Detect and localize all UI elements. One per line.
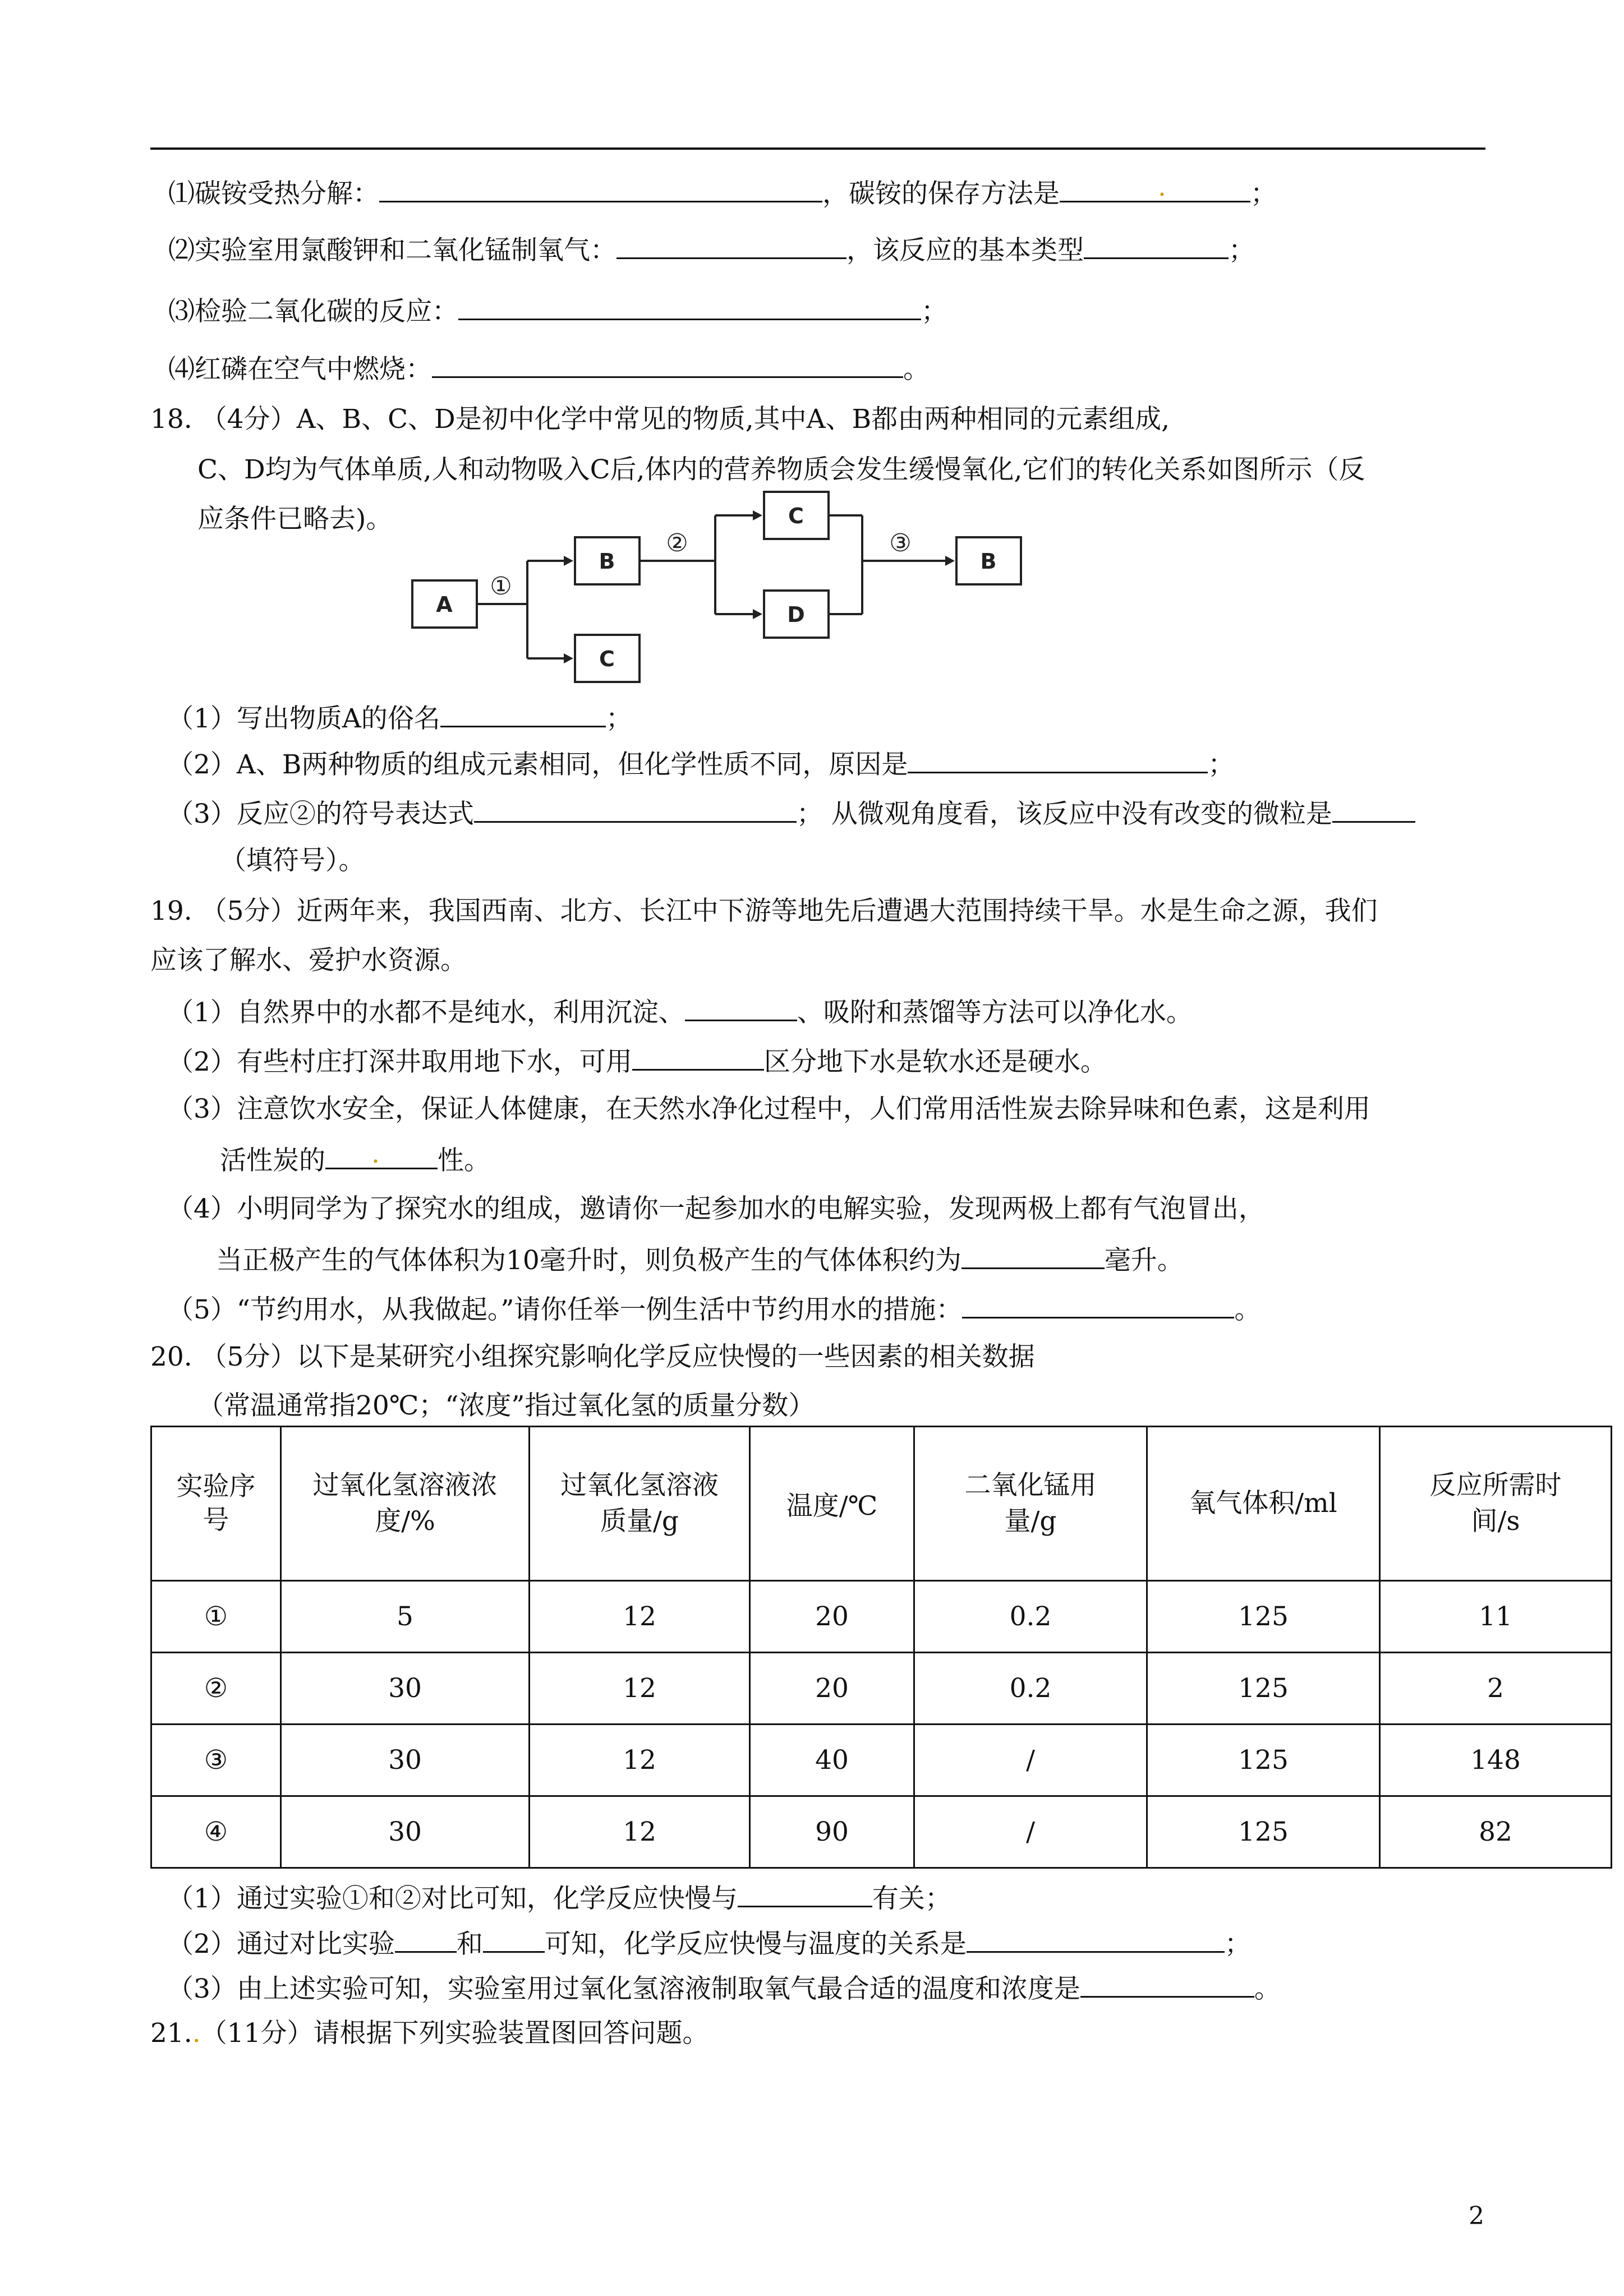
table-cell: 5 [281,1581,530,1653]
q19-sub-5 [167,1291,1260,1327]
q20-sub-2 [167,1925,1251,1961]
q17-item-4-end: 。 [903,354,930,385]
table-row [151,1725,1612,1796]
q18-sub-2 [167,746,1234,782]
q18-sub-2-end: ； [1208,749,1235,780]
q20-sub-1-text: （1）通过实验①和②对比可知，化学反应快慢与 [167,1883,738,1914]
step-1-label: ① [490,572,512,601]
table-cell: 12 [530,1725,750,1796]
q19-sub-2 [167,1043,1107,1079]
q18-sub-3-line-2: （填符号）。 [220,845,365,876]
q19-sub-3-text-b: 活性炭的 [220,1145,325,1176]
q19-sub-3-end: 性。 [438,1145,490,1176]
q17-item-2-end: ； [1229,235,1255,266]
table-cell: ④ [151,1796,281,1868]
page-number: 2 [1469,2202,1484,2230]
table-cell: 0.2 [914,1581,1147,1653]
q20-line-1: 20. （5分）以下是某研究小组探究影响化学反应快慢的一些因素的相关数据 [150,1341,1035,1372]
table-row [151,1796,1612,1868]
q17-item-2-text-b: ，该反应的基本类型 [846,235,1084,266]
table-cell: / [914,1796,1147,1868]
q19-sub-1 [167,994,1193,1030]
table-cell: 12 [530,1796,750,1868]
q18-sub-1 [167,700,632,736]
q19-sub-3: （3）注意饮水安全，保证人体健康，在天然水净化过程中，人们常用活性炭去除异味和色素，这是利用 [167,1094,1370,1124]
answer-blank[interactable] [474,795,797,823]
stray-dot: . [1158,172,1166,202]
header-cell: 氧气体积/ml [1147,1427,1380,1581]
header-cell: 实验序号 [151,1427,281,1581]
table-cell: 0.2 [914,1653,1147,1725]
q20-sub-3-text: （3）由上述实验可知，实验室用过氧化氢溶液制取氧气最合适的温度和浓度是 [167,1974,1080,2004]
q19-line-1: 19. （5分）近两年来，我国西南、北方、长江中下游等地先后遭遇大范围持续干旱。水是生命之源，我们 [150,896,1378,926]
q19-sub-4-line-2 [216,1242,1184,1278]
table-cell: 30 [281,1725,530,1796]
table-cell: 125 [1147,1653,1380,1725]
q18-sub-1-end: ； [605,703,632,734]
answer-blank[interactable] [908,746,1208,773]
answer-blank[interactable] [440,700,606,727]
table-cell: 12 [530,1581,750,1653]
q17-item-2-text: ⑵实验室用氯酸钾和二氧化锰制氧气： [168,235,617,266]
q18-sub-3-text-b: ； 从微观角度看，该反应中没有改变的微粒是 [796,799,1332,829]
box-a-label: A [436,592,453,617]
header-cell: 过氧化氢溶液质量/g [530,1427,750,1581]
q17-item-4-text: ⑷红磷在空气中燃烧： [168,354,432,385]
q17-item-3-end: ； [921,296,947,327]
q19-sub-4-end: 毫升。 [1104,1245,1184,1276]
box-b2-label: B [980,549,997,574]
table-cell: 125 [1147,1725,1380,1796]
q20-line-2: （常温通常指20℃；“浓度”指过氧化氢的质量分数） [197,1390,815,1421]
q19-sub-2-text: （2）有些村庄打深井取用地下水，可用 [167,1046,632,1077]
table-cell: 20 [750,1653,914,1725]
box-d-label: D [787,602,805,627]
table-row [151,1581,1612,1653]
answer-blank[interactable] [1080,1970,1254,1998]
q20-sub-3 [167,1970,1281,2006]
q21-text: （11分）请根据下列实验装置图回答问题。 [200,2018,709,2049]
table-cell: 148 [1380,1725,1612,1796]
table-cell: 30 [281,1653,530,1725]
experiment-table [150,1426,1612,1869]
box-c-label: C [599,647,615,671]
table-cell: ① [151,1581,281,1653]
q19-line-2: 应该了解水、爱护水资源。 [150,945,467,976]
q19-sub-5-end: 。 [1234,1294,1261,1325]
table-cell: 20 [750,1581,914,1653]
header-cell: 过氧化氢溶液浓度/% [281,1427,530,1581]
q20-sub-3-end: 。 [1254,1974,1281,2004]
q18-line-2: C、D均为气体单质,人和动物吸入C后,体内的营养物质会发生缓慢氧化,它们的转化关系如图所示（反 [197,454,1365,485]
q20-sub-1 [167,1880,951,1916]
q19-sub-4: （4）小明同学为了探究水的组成，邀请你一起参加水的电解实验，发现两极上都有气泡冒出， [167,1193,1265,1224]
answer-blank[interactable] [325,1138,438,1169]
answer-blank[interactable] [483,1925,545,1953]
box-b-label: B [599,549,615,574]
header-cell: 二氧化锰用量/g [914,1427,1147,1581]
answer-blank[interactable] [1332,795,1415,823]
table-cell: 30 [281,1796,530,1868]
q18-sub-1-text: （1）写出物质A的俗名 [167,703,440,734]
q20-sub-2-text-b: 和 [456,1929,483,1960]
q19-sub-4-text-b: 当正极产生的气体体积为10毫升时，则负极产生的气体体积约为 [216,1245,961,1276]
q19-sub-1-text: （1）自然界中的水都不是纯水，利用沉淀、 [167,997,685,1028]
table-row [151,1653,1612,1725]
q19-sub-3-line-2 [220,1138,490,1178]
answer-blank[interactable] [738,1880,872,1907]
q21-number: 21. [150,2018,192,2049]
table-cell: 82 [1380,1796,1612,1868]
q20-sub-1-end: 有关； [872,1883,951,1914]
step-2-label: ② [666,529,688,557]
answer-blank[interactable] [685,994,797,1021]
q17-item-1-end: ； [1250,178,1277,209]
table-cell: 11 [1380,1581,1612,1653]
table-cell: 40 [750,1725,914,1796]
q20-sub-2-text-c: 可知，化学反应快慢与温度的关系是 [544,1929,967,1960]
q20-sub-2-text: （2）通过对比实验 [167,1929,395,1960]
q17-item-3-text: ⑶检验二氧化碳的反应： [168,296,458,327]
q19-sub-1-text-b: 、吸附和蒸馏等方法可以净化水。 [797,997,1193,1028]
q21-line [150,2017,709,2050]
q18-sub-2-text: （2）A、B两种物质的组成元素相同，但化学性质不同，原因是 [167,749,908,780]
q18-line-1: 18. （4分）A、B、C、D是初中化学中常见的物质,其中A、B都由两种相同的元素组成, [150,404,1170,435]
box-c2-label: C [788,504,804,528]
table-cell: 2 [1380,1653,1612,1725]
q19-sub-5-text: （5）“节约用水，从我做起。”请你任举一例生活中节约用水的措施： [167,1294,963,1325]
table-cell: / [914,1725,1147,1796]
answer-blank[interactable] [632,1043,764,1071]
q19-sub-2-text-b: 区分地下水是软水还是硬水。 [763,1046,1107,1077]
q18-sub-3 [167,795,1415,831]
header-cell: 温度/℃ [750,1427,914,1581]
header-cell: 反应所需时间/s [1380,1427,1612,1581]
table-cell: ② [151,1653,281,1725]
table-cell: 125 [1147,1581,1380,1653]
answer-blank[interactable] [961,1242,1105,1269]
table-cell: 125 [1147,1796,1380,1868]
q17-item-1-text-b: ，碳铵的保存方法是 [822,178,1060,209]
answer-blank[interactable] [395,1925,457,1953]
q17-item-1-text: ⑴碳铵受热分解： [168,178,379,209]
table-cell: 12 [530,1653,750,1725]
stray-dot: . [192,2018,201,2049]
table-header-row [151,1427,1612,1581]
stray-dot: . [371,1138,380,1169]
q18-line-3: 应条件已略去)。 [197,504,393,534]
table-cell: ③ [151,1725,281,1796]
q18-sub-3-text: （3）反应②的符号表达式 [167,799,474,829]
step-3-label: ③ [889,529,912,557]
answer-blank[interactable] [962,1291,1234,1318]
answer-blank[interactable] [967,1925,1225,1953]
q20-sub-2-end: ； [1224,1929,1251,1960]
table-cell: 90 [750,1796,914,1868]
